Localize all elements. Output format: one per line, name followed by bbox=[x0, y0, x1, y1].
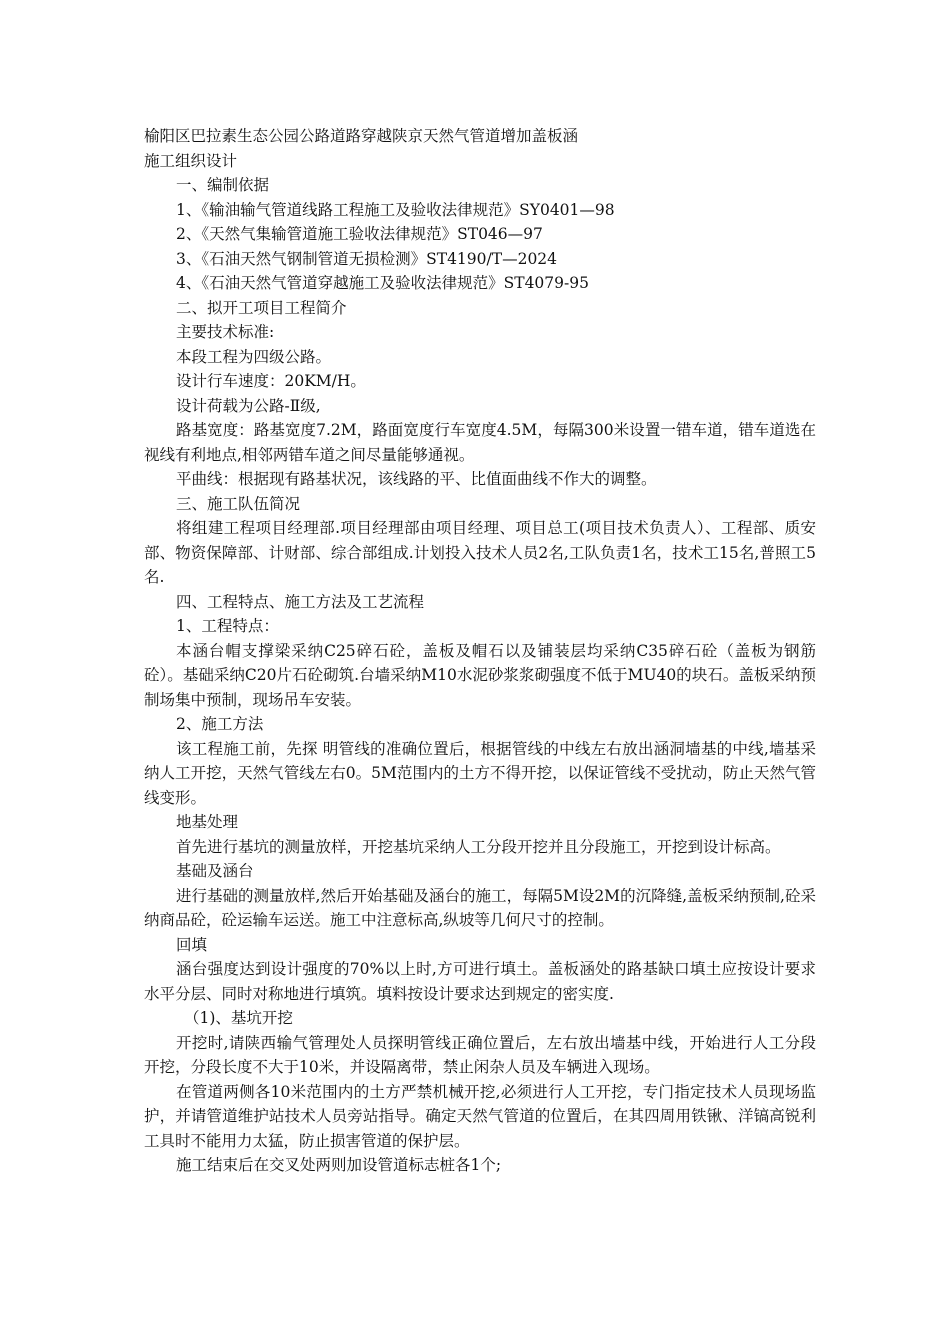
subheading: 地基处理 bbox=[176, 813, 239, 831]
paragraph: 进行基础的测量放样,然后开始基础及涵台的施工，每隔5M设2M的沉降缝,盖板采纳预制,砼采纳商品砼，砼运输车运送。施工中注意标高,纵坡等几何尺寸的控制。 bbox=[144, 886, 816, 929]
document-body bbox=[144, 124, 816, 1178]
subheading: 回填 bbox=[176, 935, 208, 954]
section-heading-team: 三、施工队伍简况 bbox=[176, 494, 301, 513]
basis-item-3: 3、《石油天然气钢制管道无损检测》ST4190/T—2024 bbox=[176, 249, 558, 268]
paragraph: 开挖时,请陕西输气管理处人员探明管线正确位置后，左右放出墙基中线，开始进行人工分段开挖，分段长度不大于10米，并设隔离带，禁止闲杂人员及车辆进入现场。 bbox=[144, 1033, 816, 1076]
document-title-line-1: 榆阳区巴拉素生态公园公路道路穿越陕京天然气管道增加盖板涵 bbox=[144, 127, 579, 145]
document-title-line-2: 施工组织设计 bbox=[144, 151, 238, 170]
paragraph: 该工程施工前，先探 明管线的准确位置后，根据管线的中线左右放出涵洞墙基的中线,墙基采纳人工开挖，天然气管线左右0。5M范围内的土方不得开挖，以保证管线不受扰动，防止天然气管线变形。 bbox=[144, 739, 816, 807]
paragraph: 平曲线：根据现有路基状况，该线路的平、比值面曲线不作大的调整。 bbox=[176, 470, 657, 488]
paragraph: 设计荷载为公路-Ⅱ级, bbox=[176, 396, 321, 415]
section-heading-project: 二、拟开工项目工程简介 bbox=[176, 298, 347, 317]
paragraph: 本涵台帽支撑梁采纳C25碎石砼，盖板及帽石以及铺装层均采纳C35碎石砼（盖板为钢筋砼）。基础采纳C20片石砼砌筑.台墙采纳M10水泥砂浆浆砌强度不低于MU40的块石。盖板采纳预制场集中预制，现场吊车安装。 bbox=[144, 641, 816, 709]
paragraph: 在管道两侧各10米范围内的土方严禁机械开挖,必须进行人工开挖，专门指定技术人员现场监护，并请管道维护站技术人员旁站指导。确定天然气管道的位置后，在其四周用铁锹、洋镐高锐利工具时不能用力太猛，防止损害管道的保护层。 bbox=[144, 1082, 816, 1150]
paragraph: 路基宽度：路基宽度7.2M，路面宽度行车宽度4.5M，每隔300米设置一错车道，错车道选在视线有利地点,相邻两错车道之间尽量能够通视。 bbox=[144, 421, 816, 464]
paragraph: 本段工程为四级公路。 bbox=[176, 347, 332, 366]
paragraph: 涵台强度达到设计强度的70%以上时,方可进行填土。盖板涵处的路基缺口填土应按设计要求水平分层、同时对称地进行填筑。填料按设计要求达到规定的密实度. bbox=[144, 960, 816, 1003]
paragraph: 设计行车速度：20KM/H。 bbox=[176, 372, 366, 390]
paragraph: 主要技术标准: bbox=[176, 323, 275, 341]
subheading: （1)、基坑开挖 bbox=[184, 1009, 293, 1027]
paragraph: 首先进行基坑的测量放样，开挖基坑采纳人工分段开挖并且分段施工，开挖到设计标高。 bbox=[176, 837, 781, 856]
basis-item-4: 4、《石油天然气管道穿越施工及验收法律规范》ST4079-95 bbox=[176, 274, 589, 292]
subheading: 1、工程特点： bbox=[176, 617, 279, 635]
paragraph: 施工结束后在交叉处两则加设管道标志桩各1个; bbox=[176, 1156, 502, 1174]
basis-item-1: 1、《输油输气管道线路工程施工及验收法律规范》SY0401—98 bbox=[176, 200, 615, 219]
section-heading-features: 四、工程特点、施工方法及工艺流程 bbox=[176, 592, 425, 611]
subheading: 2、施工方法 bbox=[176, 715, 264, 733]
paragraph: 将组建工程项目经理部.项目经理部由项目经理、项目总工(项目技术负责人）、工程部、质安部、物资保障部、计财部、综合部组成.计划投入技术人员2名,工队负责1名，技术工15名,普照工5名. bbox=[144, 519, 816, 586]
subheading: 基础及涵台 bbox=[176, 862, 254, 880]
section-heading-basis: 一、编制依据 bbox=[176, 176, 270, 194]
basis-item-2: 2、《天然气集输管道施工验收法律规范》ST046—97 bbox=[176, 225, 543, 243]
